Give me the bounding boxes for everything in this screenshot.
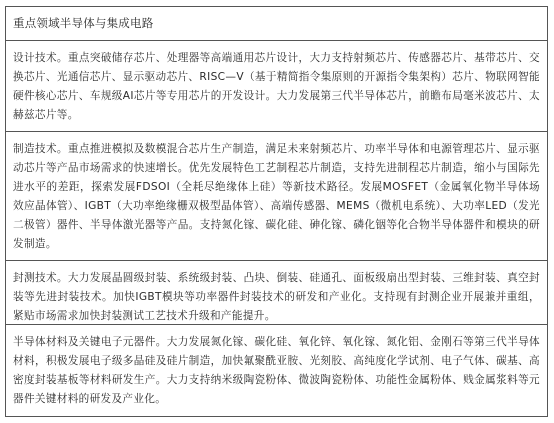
table-row — [6, 131, 547, 260]
policy-table — [5, 6, 548, 417]
table-title: 重点领域半导体与集成电路 — [13, 16, 154, 30]
materials-components-cell: 半导体材料及关键电子元器件。大力发展氮化镓、碳化硅、氧化锌、氧化镓、氮化铝、金刚石等第三代半导体材料，积极发展电子级多晶硅及硅片制造，加快氟聚酰亚胺、光刻胶、高纯度化学试剂、电子气体、碳基、高密度封装基板等材料研发生产。大力支持纳米级陶瓷粉体、微波陶瓷粉体、功能性金属粉体、贱金属浆料等元器件关键材料的研发及产业化。 — [13, 336, 540, 405]
table-row — [6, 260, 547, 324]
table-row — [6, 40, 547, 131]
manufacturing-technology-cell: 制造技术。重点推进模拟及数模混合芯片生产制造，满足未来射频芯片、功率半导体和电源管理芯片、显示驱动芯片等产品市场需求的快速增长。优先发展特色工艺制程芯片制造，支持先进制程芯片制造，缩小与国际先进水平的差距，探索发展FDSOI（全耗尽绝缘体上硅）等新技术路径。发展MOSFET（金属氧化物半导体场效应晶体管）、IGBT（大功率绝缘栅双极型晶体管）、高端传感器、MEMS（微机电系统）、大功率LED（发光二极管）器件、半导体激光器等产品。支持氮化镓、碳化硅、砷化镓、磷化铟等化合物半导体器件和模块的研发制造。 — [13, 143, 540, 250]
table-header — [6, 7, 547, 40]
packaging-testing-cell: 封测技术。大力发展晶圆级封装、系统级封装、凸块、倒装、硅通孔、面板级扇出型封装、三维封装、真空封装等先进封装技术。加快IGBT模块等功率器件封装技术的研发和产业化。支持现有封测企业开展兼并重组，紧贴市场需求加快封装测试工艺技术升级和产能提升。 — [13, 272, 540, 322]
table-row — [6, 324, 547, 416]
design-technology-cell: 设计技术。重点突破储存芯片、处理器等高端通用芯片设计，大力支持射频芯片、传感器芯片、基带芯片、交换芯片、光通信芯片、显示驱动芯片、RISC—V（基于精简指令集原则的开源指令集架构）芯片、物联网智能硬件核心芯片、车规级AI芯片等专用芯片的开发设计。大力发展第三代半导体芯片，前瞻布局毫米波芯片、太赫兹芯片等。 — [13, 52, 540, 121]
